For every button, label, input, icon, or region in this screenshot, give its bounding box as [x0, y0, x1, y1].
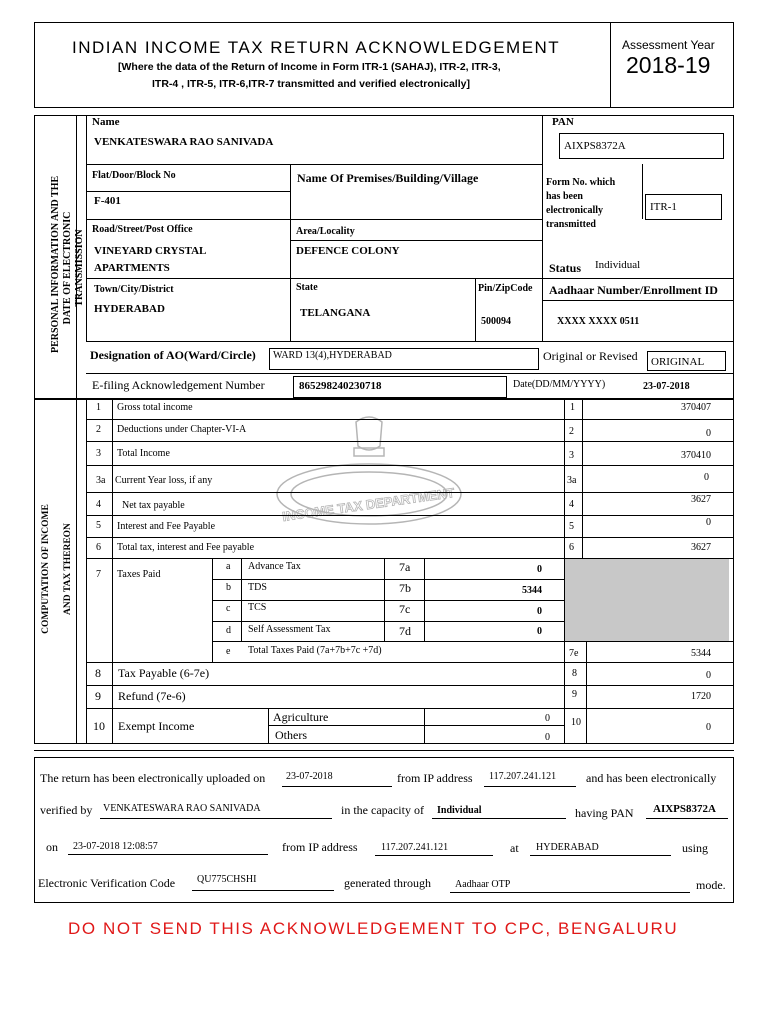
status-label: Status [549, 261, 582, 275]
grid-line [86, 278, 542, 279]
grid-line [86, 373, 734, 374]
name-label: Name [92, 116, 120, 128]
grid-line [564, 641, 734, 642]
assessment-year-value: 2018-19 [626, 52, 711, 78]
name-value: VENKATESWARA RAO SANIVADA [94, 136, 274, 148]
row-3a-ref: 3a [567, 475, 577, 486]
row-5-label: Interest and Fee Payable [117, 521, 216, 532]
ip-address-1: 117.207.241.121 [489, 771, 557, 782]
row-6-value: 3627 [691, 542, 711, 553]
row-3a-value: 0 [704, 472, 709, 483]
row-7d-value: 0 [537, 626, 542, 637]
ao-label: Designation of AO(Ward/Circle) [90, 348, 256, 362]
grid-line [86, 191, 290, 192]
row-3a-label: Current Year loss, if any [115, 475, 213, 486]
status-value: Individual [595, 259, 641, 271]
row-7a-label: Advance Tax [248, 561, 301, 572]
grid-line [542, 115, 543, 341]
row-9-ref: 9 [572, 689, 577, 700]
ack-date-value: 23-07-2018 [643, 381, 690, 392]
pan-value: AIXPS8372A [564, 140, 626, 152]
row-2-no: 2 [96, 424, 101, 435]
row-9-no: 9 [95, 689, 101, 703]
row-3-value: 370410 [681, 450, 711, 461]
verification-text-9: at [510, 841, 519, 855]
row-10-others-value: 0 [545, 732, 550, 743]
grid-line [86, 708, 734, 709]
row-4-label: Net tax payable [122, 500, 185, 511]
row-2-label: Deductions under Chapter-VI-A [117, 424, 247, 435]
form-subtitle-line2: ITR-4 , ITR-5, ITR-6,ITR-7 transmitted and verified electronically] [152, 78, 470, 90]
evc-code-underline [192, 890, 334, 891]
verification-method: Aadhaar OTP [455, 879, 511, 890]
row-1-no: 1 [96, 402, 101, 413]
computation-side-label: COMPUTATION OF INCOME AND TAX THEREON [41, 504, 73, 634]
grid-line [86, 492, 734, 493]
row-8-ref: 8 [572, 668, 577, 679]
row-4-value: 3627 [691, 494, 711, 505]
ao-value: WARD 13(4),HYDERABAD [273, 350, 392, 361]
row-7e-label: Total Taxes Paid (7a+7b+7c +7d) [248, 645, 382, 656]
grid-line [212, 621, 564, 622]
pin-label: Pin/ZipCode [478, 283, 533, 294]
grid-line [86, 662, 734, 663]
row-10-label: Exempt Income [118, 719, 195, 733]
row-7d-letter: d [226, 625, 231, 636]
row-1-ref: 1 [570, 402, 575, 413]
ip-address-2-underline [375, 855, 493, 856]
row-10-agriculture-label: Agriculture [273, 710, 329, 724]
flat-value: F-401 [94, 195, 121, 207]
form-no-value: ITR-1 [650, 201, 677, 213]
row-9-label: Refund (7e-6) [118, 689, 186, 703]
row-5-no: 5 [96, 520, 101, 531]
row-7c-label: TCS [248, 602, 267, 613]
verification-text-3: and has been electronically [586, 771, 717, 785]
row-10-value: 0 [706, 722, 711, 733]
taxes-paid-shaded-cell [565, 559, 729, 641]
form-no-divider [642, 164, 643, 219]
row-7e-letter: e [226, 646, 231, 657]
row-7e-value: 5344 [691, 648, 711, 659]
grid-line [586, 641, 587, 744]
grid-line [424, 558, 425, 641]
grid-line [212, 558, 213, 662]
verification-text-6: having PAN [575, 806, 634, 820]
row-8-value: 0 [706, 670, 711, 681]
grid-line [86, 399, 87, 744]
grid-line [424, 708, 425, 744]
grid-line [86, 441, 734, 442]
grid-line [86, 685, 734, 686]
verification-datetime-underline [68, 854, 268, 855]
grid-line [268, 725, 564, 726]
row-5-value: 0 [706, 517, 711, 528]
row-7-label: Taxes Paid [117, 569, 161, 580]
state-value: TELANGANA [300, 307, 371, 319]
upload-date: 23-07-2018 [286, 771, 333, 782]
row-7e-ref: 7e [569, 648, 579, 659]
row-7d-label: Self Assessment Tax [248, 624, 331, 635]
income-tax-department-watermark [272, 408, 466, 550]
town-label: Town/City/District [94, 284, 174, 295]
row-7a-code: 7a [399, 560, 411, 574]
grid-line [86, 465, 734, 466]
row-6-no: 6 [96, 542, 101, 553]
grid-line [542, 300, 734, 301]
row-2-value: 0 [706, 428, 711, 439]
personal-side-label: PERSONAL INFORMATION AND THE DATE OF ELECTRONIC TRANSMISSION [50, 175, 85, 353]
row-4-no: 4 [96, 499, 101, 510]
grid-line [268, 708, 269, 744]
original-revised-value: ORIGINAL [651, 356, 705, 368]
row-4-ref: 4 [569, 499, 574, 510]
grid-line [212, 600, 564, 601]
verification-text-7: on [46, 840, 58, 854]
row-5-ref: 5 [569, 521, 574, 532]
row-10-no: 10 [93, 719, 105, 733]
row-7d-code: 7d [399, 624, 411, 638]
row-7a-value: 0 [537, 564, 542, 575]
verification-datetime: 23-07-2018 12:08:57 [73, 841, 158, 852]
grid-line [86, 341, 734, 342]
pin-value: 500094 [481, 316, 511, 327]
row-6-ref: 6 [569, 542, 574, 553]
row-1-value: 370407 [681, 402, 711, 413]
flat-label: Flat/Door/Block No [92, 170, 176, 181]
pan-label: PAN [552, 116, 574, 128]
section-separator [34, 750, 734, 751]
grid-line [86, 219, 542, 220]
verifier-pan-underline [646, 818, 728, 819]
ip-address-2: 117.207.241.121 [381, 842, 449, 853]
svg-text:INCOME TAX DEPARTMENT: INCOME TAX DEPARTMENT [281, 485, 456, 525]
verifier-capacity: Individual [437, 805, 482, 816]
row-7a-letter: a [226, 561, 231, 572]
area-value: DEFENCE COLONY [296, 245, 400, 257]
grid-line [112, 399, 113, 744]
row-7-no: 7 [96, 569, 101, 580]
row-7b-label: TDS [248, 582, 267, 593]
town-value: HYDERABAD [94, 303, 165, 315]
aadhaar-label: Aadhaar Number/Enrollment ID [549, 283, 718, 297]
row-3-ref: 3 [569, 450, 574, 461]
verifier-name: VENKATESWARA RAO SANIVADA [103, 803, 261, 814]
grid-line [241, 558, 242, 641]
verifier-name-underline [100, 818, 332, 819]
row-8-no: 8 [95, 666, 101, 680]
road-value-line2: APARTMENTS [94, 262, 170, 274]
verification-text-8: from IP address [282, 840, 358, 854]
form-title: INDIAN INCOME TAX RETURN ACKNOWLEDGEMENT [72, 38, 561, 57]
grid-line [86, 515, 734, 516]
verification-place: HYDERABAD [536, 842, 599, 853]
verification-method-underline [450, 892, 690, 893]
grid-line [86, 419, 734, 420]
verification-text-5: in the capacity of [341, 803, 424, 817]
road-label: Road/Street/Post Office [92, 224, 193, 235]
row-7b-letter: b [226, 582, 231, 593]
row-7b-code: 7b [399, 581, 411, 595]
row-3a-no: 3a [96, 475, 106, 486]
grid-line [86, 164, 542, 165]
grid-line [542, 278, 734, 279]
ack-number-label: E-filing Acknowledgement Number [92, 378, 265, 392]
verification-text-11: Electronic Verification Code [38, 876, 176, 890]
grid-line [86, 537, 734, 538]
form-no-label: Form No. which has been electronically transmitted [546, 177, 616, 230]
premises-label: Name Of Premises/Building/Village [297, 171, 479, 185]
row-6-label: Total tax, interest and Fee payable [117, 542, 255, 553]
verifier-capacity-underline [432, 818, 566, 819]
aadhaar-value: XXXX XXXX 0511 [557, 316, 640, 327]
grid-line [212, 579, 564, 580]
ack-number-value: 865298240230718 [299, 380, 382, 392]
row-9-value: 1720 [691, 691, 711, 702]
assessment-year-label: Assessment Year [622, 38, 715, 52]
row-2-ref: 2 [569, 426, 574, 437]
header-divider [610, 22, 611, 108]
verification-text-2: from IP address [397, 771, 473, 785]
grid-line [212, 641, 564, 642]
row-7c-value: 0 [537, 606, 542, 617]
area-label: Area/Locality [296, 226, 355, 237]
ack-date-label: Date(DD/MM/YYYY) [513, 379, 606, 390]
row-10-agriculture-value: 0 [545, 713, 550, 724]
evc-code: QU775CHSHI [197, 874, 257, 885]
grid-line [384, 558, 385, 641]
row-7c-letter: c [226, 603, 231, 614]
grid-line [290, 240, 542, 241]
original-revised-label: Original or Revised [543, 349, 638, 363]
row-10-ref: 10 [571, 717, 581, 728]
row-10-others-label: Others [275, 728, 307, 742]
road-value-line1: VINEYARD CRYSTAL [94, 245, 207, 257]
form-subtitle-line1: [Where the data of the Return of Income in Form ITR-1 (SAHAJ), ITR-2, ITR-3, [118, 61, 501, 73]
verification-text-10: using [682, 841, 709, 855]
grid-line [475, 278, 476, 341]
row-7c-code: 7c [399, 602, 411, 616]
verification-place-underline [530, 855, 671, 856]
grid-line [582, 399, 583, 559]
grid-line [86, 115, 87, 341]
row-3-label: Total Income [117, 448, 170, 459]
verification-text-12: generated through [344, 876, 431, 890]
state-label: State [296, 282, 318, 293]
grid-line [290, 164, 291, 341]
verification-text-4: verified by [40, 803, 93, 817]
upload-date-underline [282, 786, 392, 787]
row-8-label: Tax Payable (6-7e) [118, 666, 210, 680]
verification-text-1: The return has been electronically uploaded on [40, 771, 266, 785]
do-not-send-notice: DO NOT SEND THIS ACKNOWLEDGEMENT TO CPC, BENGALURU [68, 919, 679, 938]
ip-address-1-underline [484, 786, 576, 787]
verification-text-13: mode. [696, 878, 726, 892]
row-3-no: 3 [96, 448, 101, 459]
verifier-pan: AIXPS8372A [653, 803, 716, 815]
row-1-label: Gross total income [117, 402, 193, 413]
row-7b-value: 5344 [522, 585, 542, 596]
